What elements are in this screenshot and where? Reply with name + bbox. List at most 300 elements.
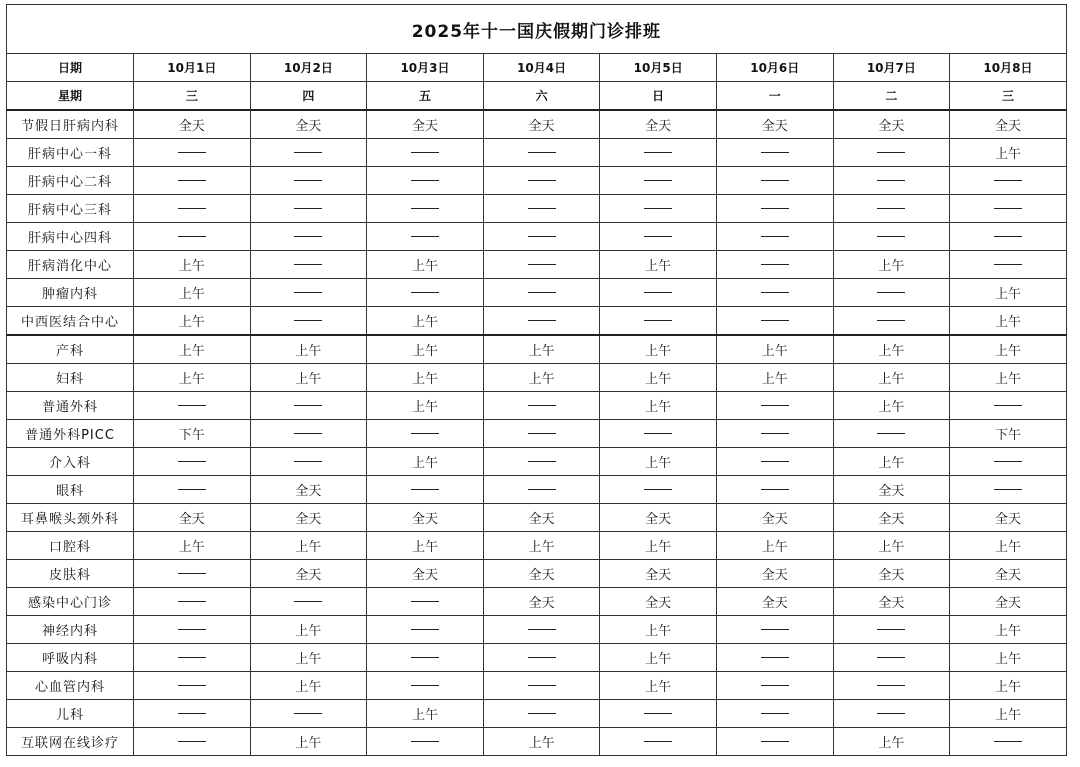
department-name: 感染中心门诊 xyxy=(7,588,134,616)
table-row xyxy=(7,588,1067,616)
schedule-cell: 下午 xyxy=(950,420,1067,448)
no-clinic-cell xyxy=(716,139,833,167)
schedule-cell: 上午 xyxy=(950,644,1067,672)
table-row xyxy=(7,364,1067,392)
dash-mark xyxy=(294,152,322,153)
schedule-cell: 上午 xyxy=(367,448,484,476)
dash-mark xyxy=(644,489,672,490)
dash-mark xyxy=(411,601,439,602)
date-cell: 10月4日 xyxy=(483,54,600,82)
schedule-sheet xyxy=(6,4,1066,756)
dash-mark xyxy=(294,713,322,714)
dash-mark xyxy=(294,292,322,293)
schedule-cell: 上午 xyxy=(833,448,950,476)
no-clinic-cell xyxy=(134,588,251,616)
department-name: 肝病中心三科 xyxy=(7,195,134,223)
schedule-cell: 全天 xyxy=(600,504,717,532)
dash-mark xyxy=(994,208,1022,209)
dash-mark xyxy=(411,180,439,181)
department-name: 普通外科 xyxy=(7,392,134,420)
schedule-cell: 上午 xyxy=(950,672,1067,700)
no-clinic-cell xyxy=(600,139,717,167)
no-clinic-cell xyxy=(833,195,950,223)
no-clinic-cell xyxy=(833,644,950,672)
dash-mark xyxy=(294,264,322,265)
dash-mark xyxy=(528,405,556,406)
no-clinic-cell xyxy=(483,307,600,336)
date-cell: 10月8日 xyxy=(950,54,1067,82)
dash-mark xyxy=(644,713,672,714)
no-clinic-cell xyxy=(367,644,484,672)
schedule-cell: 上午 xyxy=(600,644,717,672)
dash-mark xyxy=(761,741,789,742)
schedule-cell: 上午 xyxy=(483,335,600,364)
dash-mark xyxy=(294,180,322,181)
weekday-cell: 二 xyxy=(833,82,950,111)
no-clinic-cell xyxy=(250,195,367,223)
table-row xyxy=(7,139,1067,167)
no-clinic-cell xyxy=(950,223,1067,251)
dash-mark xyxy=(994,489,1022,490)
schedule-cell: 全天 xyxy=(716,588,833,616)
schedule-cell: 上午 xyxy=(833,335,950,364)
dash-mark xyxy=(178,713,206,714)
no-clinic-cell xyxy=(716,392,833,420)
date-cell: 10月1日 xyxy=(134,54,251,82)
schedule-cell: 全天 xyxy=(483,560,600,588)
schedule-cell: 全天 xyxy=(716,560,833,588)
no-clinic-cell xyxy=(250,167,367,195)
table-row xyxy=(7,420,1067,448)
schedule-cell: 上午 xyxy=(600,448,717,476)
schedule-cell: 上午 xyxy=(367,307,484,336)
no-clinic-cell xyxy=(134,672,251,700)
schedule-cell: 上午 xyxy=(250,616,367,644)
schedule-cell: 上午 xyxy=(833,392,950,420)
no-clinic-cell xyxy=(134,167,251,195)
no-clinic-cell xyxy=(367,588,484,616)
schedule-cell: 全天 xyxy=(367,504,484,532)
dash-mark xyxy=(178,461,206,462)
no-clinic-cell xyxy=(250,279,367,307)
dash-mark xyxy=(644,236,672,237)
dash-mark xyxy=(294,208,322,209)
table-row xyxy=(7,532,1067,560)
weekday-cell: 六 xyxy=(483,82,600,111)
dash-mark xyxy=(411,657,439,658)
table-row xyxy=(7,335,1067,364)
dash-mark xyxy=(178,685,206,686)
dash-mark xyxy=(178,657,206,658)
no-clinic-cell xyxy=(716,307,833,336)
table-row xyxy=(7,167,1067,195)
department-name: 神经内科 xyxy=(7,616,134,644)
dash-mark xyxy=(178,236,206,237)
schedule-cell: 全天 xyxy=(483,588,600,616)
schedule-cell: 全天 xyxy=(716,504,833,532)
table-row xyxy=(7,251,1067,279)
dash-mark xyxy=(294,601,322,602)
schedule-cell: 上午 xyxy=(950,307,1067,336)
dash-mark xyxy=(644,320,672,321)
no-clinic-cell xyxy=(950,251,1067,279)
page-title: 2025年十一国庆假期门诊排班 xyxy=(7,5,1067,54)
schedule-cell: 上午 xyxy=(833,364,950,392)
no-clinic-cell xyxy=(600,476,717,504)
no-clinic-cell xyxy=(600,167,717,195)
schedule-cell: 全天 xyxy=(600,560,717,588)
table-row xyxy=(7,504,1067,532)
no-clinic-cell xyxy=(483,279,600,307)
schedule-cell: 全天 xyxy=(250,110,367,139)
dash-mark xyxy=(178,629,206,630)
dash-mark xyxy=(877,180,905,181)
dash-mark xyxy=(528,629,556,630)
no-clinic-cell xyxy=(250,420,367,448)
no-clinic-cell xyxy=(483,167,600,195)
schedule-cell: 上午 xyxy=(950,700,1067,728)
dash-mark xyxy=(877,292,905,293)
schedule-cell: 上午 xyxy=(600,335,717,364)
no-clinic-cell xyxy=(950,448,1067,476)
weekday-header-row xyxy=(7,82,1067,111)
dash-mark xyxy=(528,236,556,237)
no-clinic-cell xyxy=(716,223,833,251)
no-clinic-cell xyxy=(600,223,717,251)
dash-mark xyxy=(411,236,439,237)
dash-mark xyxy=(877,629,905,630)
date-cell: 10月3日 xyxy=(367,54,484,82)
dash-mark xyxy=(761,713,789,714)
dash-mark xyxy=(528,489,556,490)
dash-mark xyxy=(877,320,905,321)
no-clinic-cell xyxy=(250,588,367,616)
date-cell: 10月2日 xyxy=(250,54,367,82)
no-clinic-cell xyxy=(250,223,367,251)
dash-mark xyxy=(528,685,556,686)
no-clinic-cell xyxy=(134,195,251,223)
no-clinic-cell xyxy=(250,251,367,279)
schedule-cell: 全天 xyxy=(367,110,484,139)
no-clinic-cell xyxy=(483,223,600,251)
schedule-cell: 上午 xyxy=(483,728,600,756)
no-clinic-cell xyxy=(367,420,484,448)
schedule-cell: 上午 xyxy=(250,364,367,392)
schedule-cell: 上午 xyxy=(250,644,367,672)
no-clinic-cell xyxy=(367,139,484,167)
schedule-table xyxy=(6,4,1067,756)
dash-mark xyxy=(877,152,905,153)
table-row xyxy=(7,672,1067,700)
schedule-cell: 全天 xyxy=(367,560,484,588)
dash-mark xyxy=(994,236,1022,237)
no-clinic-cell xyxy=(716,476,833,504)
schedule-cell: 全天 xyxy=(600,588,717,616)
dash-mark xyxy=(877,208,905,209)
schedule-cell: 上午 xyxy=(600,364,717,392)
no-clinic-cell xyxy=(600,420,717,448)
no-clinic-cell xyxy=(367,195,484,223)
no-clinic-cell xyxy=(833,279,950,307)
no-clinic-cell xyxy=(483,700,600,728)
no-clinic-cell xyxy=(134,392,251,420)
no-clinic-cell xyxy=(950,476,1067,504)
date-label: 日期 xyxy=(7,54,134,82)
dash-mark xyxy=(644,180,672,181)
no-clinic-cell xyxy=(833,307,950,336)
schedule-cell: 上午 xyxy=(600,251,717,279)
schedule-cell: 上午 xyxy=(950,279,1067,307)
dash-mark xyxy=(644,741,672,742)
weekday-cell: 日 xyxy=(600,82,717,111)
dash-mark xyxy=(178,573,206,574)
department-name: 普通外科PICC xyxy=(7,420,134,448)
schedule-cell: 上午 xyxy=(833,251,950,279)
dash-mark xyxy=(644,292,672,293)
no-clinic-cell xyxy=(134,476,251,504)
dash-mark xyxy=(411,433,439,434)
department-name: 中西医结合中心 xyxy=(7,307,134,336)
no-clinic-cell xyxy=(367,167,484,195)
schedule-cell: 全天 xyxy=(134,110,251,139)
dash-mark xyxy=(411,208,439,209)
dash-mark xyxy=(761,489,789,490)
schedule-cell: 上午 xyxy=(950,335,1067,364)
schedule-cell: 全天 xyxy=(134,504,251,532)
no-clinic-cell xyxy=(833,167,950,195)
dash-mark xyxy=(294,236,322,237)
schedule-cell: 上午 xyxy=(367,364,484,392)
no-clinic-cell xyxy=(716,672,833,700)
dash-mark xyxy=(411,741,439,742)
dash-mark xyxy=(178,208,206,209)
no-clinic-cell xyxy=(483,420,600,448)
dash-mark xyxy=(528,713,556,714)
no-clinic-cell xyxy=(250,307,367,336)
dash-mark xyxy=(528,180,556,181)
dash-mark xyxy=(528,152,556,153)
dash-mark xyxy=(761,292,789,293)
schedule-cell: 上午 xyxy=(950,532,1067,560)
date-cell: 10月5日 xyxy=(600,54,717,82)
dash-mark xyxy=(994,264,1022,265)
schedule-cell: 上午 xyxy=(367,251,484,279)
no-clinic-cell xyxy=(833,223,950,251)
no-clinic-cell xyxy=(483,392,600,420)
dash-mark xyxy=(761,208,789,209)
table-row xyxy=(7,195,1067,223)
schedule-cell: 全天 xyxy=(833,110,950,139)
no-clinic-cell xyxy=(600,279,717,307)
schedule-cell: 全天 xyxy=(483,504,600,532)
table-row xyxy=(7,223,1067,251)
schedule-cell: 上午 xyxy=(250,672,367,700)
dash-mark xyxy=(877,236,905,237)
schedule-cell: 上午 xyxy=(250,532,367,560)
no-clinic-cell xyxy=(483,139,600,167)
no-clinic-cell xyxy=(483,195,600,223)
no-clinic-cell xyxy=(367,616,484,644)
no-clinic-cell xyxy=(134,644,251,672)
dash-mark xyxy=(877,657,905,658)
no-clinic-cell xyxy=(600,195,717,223)
no-clinic-cell xyxy=(134,700,251,728)
dash-mark xyxy=(644,433,672,434)
schedule-cell: 上午 xyxy=(134,307,251,336)
schedule-cell: 上午 xyxy=(134,279,251,307)
weekday-cell: 一 xyxy=(716,82,833,111)
table-row xyxy=(7,644,1067,672)
dash-mark xyxy=(178,405,206,406)
department-name: 节假日肝病内科 xyxy=(7,110,134,139)
no-clinic-cell xyxy=(833,139,950,167)
schedule-cell: 全天 xyxy=(483,110,600,139)
no-clinic-cell xyxy=(950,195,1067,223)
dash-mark xyxy=(528,264,556,265)
dash-mark xyxy=(178,180,206,181)
weekday-cell: 五 xyxy=(367,82,484,111)
no-clinic-cell xyxy=(950,167,1067,195)
no-clinic-cell xyxy=(716,728,833,756)
no-clinic-cell xyxy=(716,279,833,307)
schedule-cell: 上午 xyxy=(134,532,251,560)
weekday-cell: 三 xyxy=(134,82,251,111)
dash-mark xyxy=(761,657,789,658)
no-clinic-cell xyxy=(716,644,833,672)
dash-mark xyxy=(528,320,556,321)
no-clinic-cell xyxy=(250,139,367,167)
weekday-cell: 四 xyxy=(250,82,367,111)
no-clinic-cell xyxy=(483,251,600,279)
department-name: 呼吸内科 xyxy=(7,644,134,672)
department-name: 儿科 xyxy=(7,700,134,728)
no-clinic-cell xyxy=(833,420,950,448)
no-clinic-cell xyxy=(367,223,484,251)
no-clinic-cell xyxy=(250,700,367,728)
department-name: 耳鼻喉头颈外科 xyxy=(7,504,134,532)
weekday-label: 星期 xyxy=(7,82,134,111)
schedule-cell: 全天 xyxy=(250,504,367,532)
schedule-cell: 全天 xyxy=(833,504,950,532)
dash-mark xyxy=(877,433,905,434)
dash-mark xyxy=(178,601,206,602)
department-name: 心血管内科 xyxy=(7,672,134,700)
dash-mark xyxy=(528,292,556,293)
dash-mark xyxy=(761,461,789,462)
schedule-cell: 上午 xyxy=(367,700,484,728)
dash-mark xyxy=(644,152,672,153)
dash-mark xyxy=(411,292,439,293)
schedule-cell: 上午 xyxy=(367,335,484,364)
dash-mark xyxy=(994,405,1022,406)
dash-mark xyxy=(294,461,322,462)
table-row xyxy=(7,476,1067,504)
no-clinic-cell xyxy=(483,476,600,504)
dash-mark xyxy=(178,489,206,490)
no-clinic-cell xyxy=(367,279,484,307)
schedule-cell: 上午 xyxy=(950,616,1067,644)
date-cell: 10月6日 xyxy=(716,54,833,82)
table-row xyxy=(7,279,1067,307)
no-clinic-cell xyxy=(833,616,950,644)
schedule-cell: 上午 xyxy=(716,364,833,392)
dash-mark xyxy=(178,741,206,742)
schedule-cell: 全天 xyxy=(250,476,367,504)
weekday-cell: 三 xyxy=(950,82,1067,111)
date-cell: 10月7日 xyxy=(833,54,950,82)
department-name: 产科 xyxy=(7,335,134,364)
schedule-cell: 上午 xyxy=(250,728,367,756)
department-name: 互联网在线诊疗 xyxy=(7,728,134,756)
dash-mark xyxy=(761,180,789,181)
schedule-cell: 全天 xyxy=(950,504,1067,532)
table-row xyxy=(7,448,1067,476)
schedule-cell: 全天 xyxy=(833,588,950,616)
dash-mark xyxy=(761,236,789,237)
no-clinic-cell xyxy=(716,167,833,195)
no-clinic-cell xyxy=(134,448,251,476)
no-clinic-cell xyxy=(716,448,833,476)
schedule-cell: 上午 xyxy=(833,532,950,560)
dash-mark xyxy=(294,433,322,434)
schedule-cell: 全天 xyxy=(716,110,833,139)
dash-mark xyxy=(761,152,789,153)
dash-mark xyxy=(528,461,556,462)
table-row xyxy=(7,700,1067,728)
department-name: 口腔科 xyxy=(7,532,134,560)
schedule-cell: 上午 xyxy=(134,251,251,279)
dash-mark xyxy=(528,657,556,658)
dash-mark xyxy=(761,405,789,406)
no-clinic-cell xyxy=(600,307,717,336)
no-clinic-cell xyxy=(367,672,484,700)
no-clinic-cell xyxy=(134,223,251,251)
no-clinic-cell xyxy=(716,195,833,223)
no-clinic-cell xyxy=(483,672,600,700)
dash-mark xyxy=(294,320,322,321)
no-clinic-cell xyxy=(250,448,367,476)
schedule-cell: 上午 xyxy=(134,364,251,392)
no-clinic-cell xyxy=(833,700,950,728)
schedule-cell: 上午 xyxy=(483,364,600,392)
schedule-cell: 上午 xyxy=(600,616,717,644)
no-clinic-cell xyxy=(950,728,1067,756)
schedule-cell: 上午 xyxy=(950,364,1067,392)
no-clinic-cell xyxy=(483,448,600,476)
department-name: 肝病中心四科 xyxy=(7,223,134,251)
department-name: 眼科 xyxy=(7,476,134,504)
department-name: 肝病消化中心 xyxy=(7,251,134,279)
no-clinic-cell xyxy=(716,700,833,728)
no-clinic-cell xyxy=(134,728,251,756)
department-name: 肿瘤内科 xyxy=(7,279,134,307)
dash-mark xyxy=(644,208,672,209)
schedule-cell: 下午 xyxy=(134,420,251,448)
no-clinic-cell xyxy=(134,560,251,588)
schedule-cell: 全天 xyxy=(950,110,1067,139)
no-clinic-cell xyxy=(600,700,717,728)
no-clinic-cell xyxy=(833,672,950,700)
dash-mark xyxy=(411,685,439,686)
date-header-row xyxy=(7,54,1067,82)
dash-mark xyxy=(877,713,905,714)
no-clinic-cell xyxy=(134,616,251,644)
table-row xyxy=(7,392,1067,420)
schedule-cell: 全天 xyxy=(833,476,950,504)
table-row xyxy=(7,560,1067,588)
schedule-cell: 全天 xyxy=(250,560,367,588)
dash-mark xyxy=(994,180,1022,181)
